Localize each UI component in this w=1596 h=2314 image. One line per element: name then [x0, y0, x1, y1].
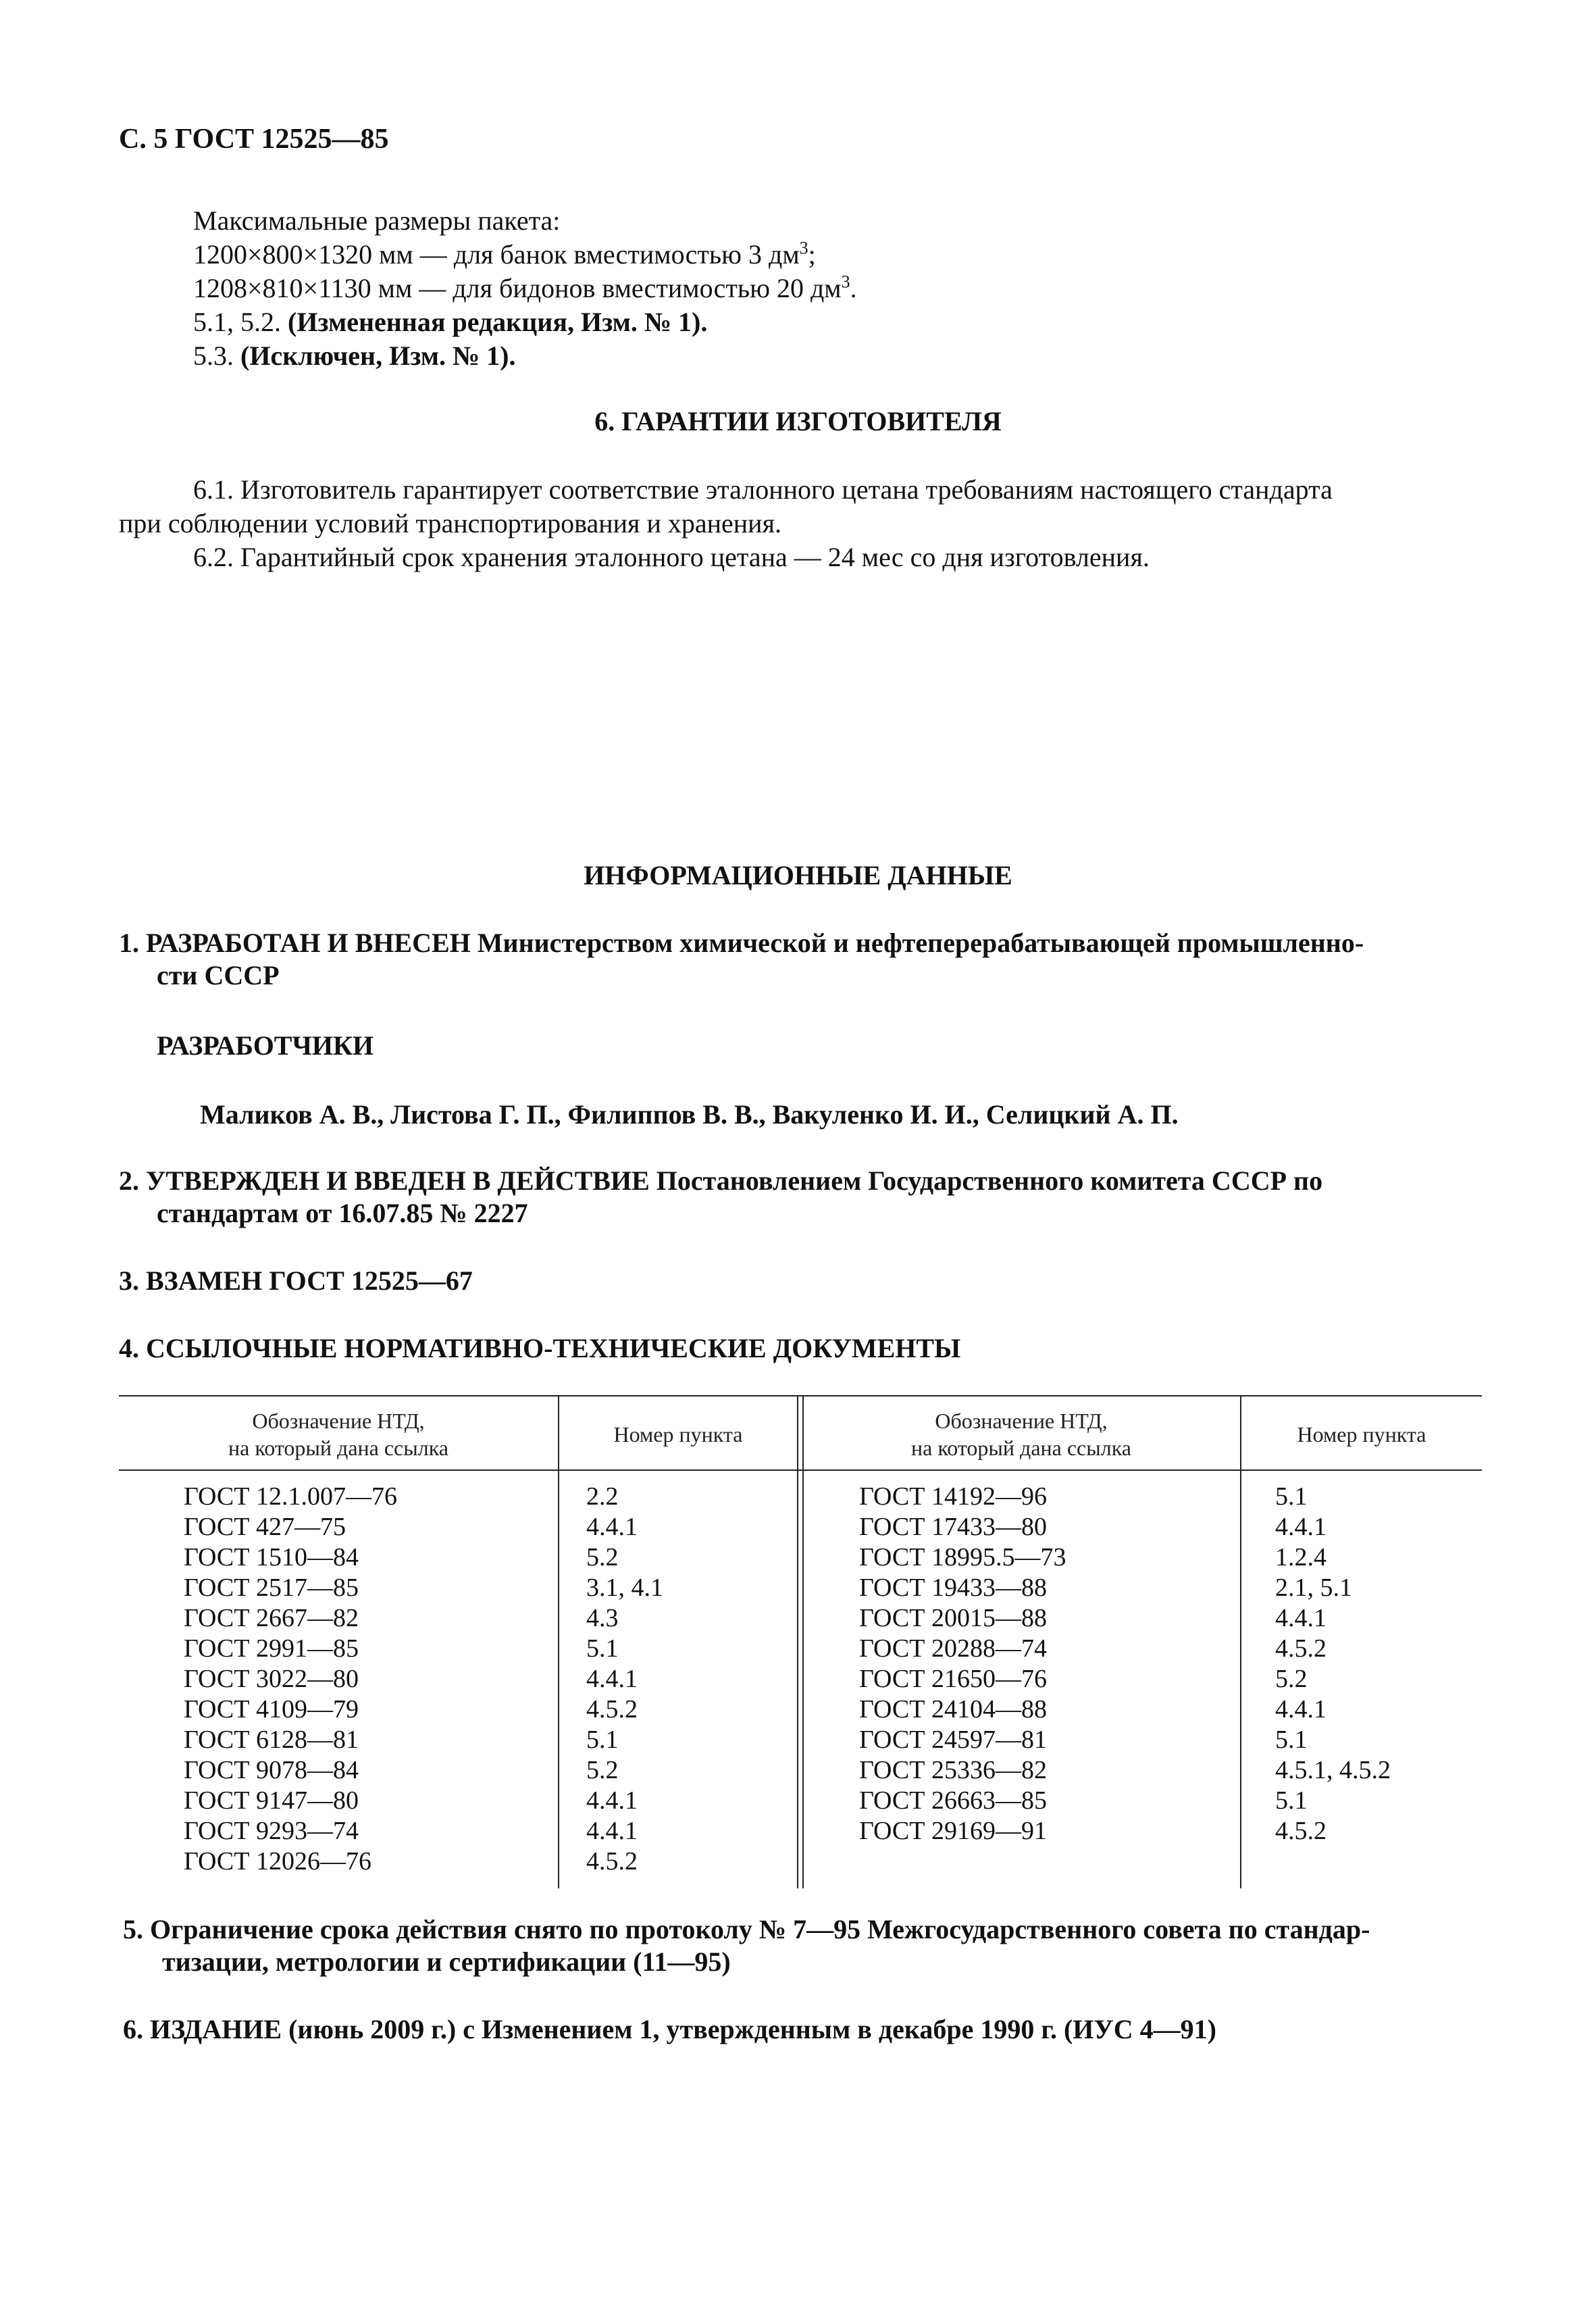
pack-line-2: 1200×800×1320 мм — для банок вместимостью 3 $дм^3$;: [193, 238, 816, 270]
table-cell-designation: ГОСТ 9293—74: [184, 1817, 359, 1845]
table-divider: [558, 1395, 559, 1888]
table-cell-clause: 5.2: [1275, 1665, 1308, 1693]
table-cell-clause: 4.5.2: [1275, 1634, 1327, 1663]
table-cell-designation: ГОСТ 20288—74: [859, 1634, 1047, 1663]
amendment-note-2: 5.3. (Исключен, Изм. № 1).: [193, 341, 516, 371]
table-cell-clause: 4.5.1, 4.5.2: [1275, 1756, 1391, 1784]
table-cell-clause: 5.2: [586, 1756, 619, 1784]
table-cell-clause: 5.1: [1275, 1482, 1308, 1511]
table-cell-designation: ГОСТ 2517—85: [184, 1574, 359, 1602]
info-item-1-line-1: 1. РАЗРАБОТАН И ВНЕСЕН Министерством химической и нефтеперерабатывающей промышленно-: [119, 928, 1364, 958]
info-item-4: 4. ССЫЛОЧНЫЕ НОРМАТИВНО-ТЕХНИЧЕСКИЕ ДОКУМЕНТЫ: [119, 1333, 961, 1363]
table-cell-designation: ГОСТ 26663—85: [859, 1786, 1047, 1815]
table-cell-clause: 5.2: [586, 1543, 619, 1571]
info-item-2-line-2: стандартам от 16.07.85 № 2227: [157, 1198, 528, 1228]
table-cell-clause: 4.4.1: [586, 1817, 638, 1845]
table-cell-designation: ГОСТ 14192—96: [859, 1482, 1047, 1511]
table-double-divider: [797, 1395, 804, 1888]
amendment-note-1: 5.1, 5.2. (Измененная редакция, Изм. № 1).: [193, 307, 708, 337]
info-item-6: 6. ИЗДАНИЕ (июнь 2009 г.) с Изменением 1, утвержденным в декабре 1990 г. (ИУС 4—91): [123, 2014, 1216, 2044]
table-cell-clause: 5.1: [1275, 1726, 1308, 1754]
table-cell-designation: ГОСТ 4109—79: [184, 1695, 359, 1724]
clause-6-1-line-2: при соблюдении условий транспортирования и хранения.: [119, 508, 781, 538]
info-item-5-line-1: 5. Ограничение срока действия снято по протоколу № 7—95 Межгосударственного совета по стандар-: [123, 1914, 1370, 1944]
table-cell-clause: 3.1, 4.1: [586, 1574, 663, 1602]
table-cell-designation: ГОСТ 2991—85: [184, 1634, 359, 1663]
table-cell-clause: 4.5.2: [1275, 1817, 1327, 1845]
table-cell-designation: ГОСТ 9147—80: [184, 1786, 359, 1815]
info-item-5-line-2: тизации, метрологии и сертификации (11—95): [162, 1946, 731, 1977]
section-6-title: 6. ГАРАНТИИ ИЗГОТОВИТЕЛЯ: [594, 406, 1002, 436]
table-cell-clause: 4.4.1: [586, 1786, 638, 1815]
right-clause-column: [1275, 1482, 1391, 1846]
table-cell-clause: 4.4.1: [1275, 1604, 1327, 1632]
left-clause-column: [586, 1482, 663, 1877]
table-cell-clause: 1.2.4: [1275, 1543, 1327, 1571]
clause-6-1-line-1: 6.1. Изготовитель гарантирует соответствие эталонного цетана требованиям настоящего стандарта: [193, 474, 1333, 505]
references-table: [119, 1395, 1482, 1888]
info-item-3: 3. ВЗАМЕН ГОСТ 12525—67: [119, 1265, 473, 1296]
table-cell-clause: 4.5.2: [586, 1847, 638, 1876]
table-cell-designation: ГОСТ 18995.5—73: [859, 1543, 1066, 1571]
page-header: С. 5 ГОСТ 12525—85: [119, 124, 389, 155]
right-doc-column: [859, 1482, 1066, 1846]
table-cell-clause: 4.4.1: [1275, 1695, 1327, 1724]
table-cell-designation: ГОСТ 19433—88: [859, 1574, 1047, 1602]
table-cell-designation: ГОСТ 24104—88: [859, 1695, 1047, 1724]
table-cell-clause: 4.3: [586, 1604, 619, 1632]
clause-6-2: 6.2. Гарантийный срок хранения эталонного цетана — 24 мес со дня изготовления.: [193, 542, 1150, 572]
table-cell-designation: ГОСТ 1510—84: [184, 1543, 359, 1571]
table-cell-clause: 5.1: [1275, 1786, 1308, 1815]
table-cell-designation: ГОСТ 12026—76: [184, 1847, 371, 1876]
table-cell-clause: 4.5.2: [586, 1695, 638, 1724]
table-cell-designation: ГОСТ 2667—82: [184, 1604, 359, 1632]
table-divider: [1240, 1395, 1241, 1888]
info-item-2-line-1: 2. УТВЕРЖДЕН И ВВЕДЕН В ДЕЙСТВИЕ Постановлением Государственного комитета СССР по: [119, 1165, 1323, 1196]
table-cell-clause: 5.1: [586, 1726, 619, 1754]
pack-line-1: Максимальные размеры пакета:: [193, 205, 561, 236]
table-cell-clause: 4.4.1: [586, 1665, 638, 1693]
header-designation-left: Обозначение НТД, на который дана ссылка: [228, 1409, 448, 1460]
table-cell-designation: ГОСТ 24597—81: [859, 1726, 1047, 1754]
header-clause-right: Номер пункта: [1297, 1422, 1426, 1447]
table-cell-clause: 2.2: [586, 1482, 619, 1511]
header-clause-left: Номер пункта: [613, 1422, 743, 1447]
developers-list: Маликов А. В., Листова Г. П., Филиппов В. В., Вакуленко И. И., Селицкий А. П.: [200, 1099, 1179, 1130]
table-cell-designation: ГОСТ 17433—80: [859, 1513, 1047, 1541]
table-cell-designation: ГОСТ 6128—81: [184, 1726, 359, 1754]
table-cell-clause: 4.4.1: [586, 1513, 638, 1541]
left-doc-column: [184, 1482, 397, 1877]
table-cell-designation: ГОСТ 3022—80: [184, 1665, 359, 1693]
table-cell-designation: ГОСТ 9078—84: [184, 1756, 359, 1784]
table-cell-clause: 4.4.1: [1275, 1513, 1327, 1541]
info-title: ИНФОРМАЦИОННЫЕ ДАННЫЕ: [584, 860, 1012, 890]
table-cell-designation: ГОСТ 25336—82: [859, 1756, 1047, 1784]
table-cell-designation: ГОСТ 29169—91: [859, 1817, 1047, 1845]
info-item-1-line-2: сти СССР: [157, 960, 280, 990]
developers-label: РАЗРАБОТЧИКИ: [157, 1030, 374, 1061]
table-cell-designation: ГОСТ 427—75: [184, 1513, 346, 1541]
table-cell-clause: 2.1, 5.1: [1275, 1574, 1352, 1602]
table-cell-designation: ГОСТ 21650—76: [859, 1665, 1047, 1693]
table-cell-designation: ГОСТ 12.1.007—76: [184, 1482, 397, 1511]
table-cell-designation: ГОСТ 20015—88: [859, 1604, 1047, 1632]
pack-line-3: 1208×810×1130 мм — для бидонов вместимостью 20 $дм^3$.: [193, 272, 857, 303]
header-designation-right: Обозначение НТД, на который дана ссылка: [911, 1409, 1131, 1460]
table-cell-clause: 5.1: [586, 1634, 619, 1663]
